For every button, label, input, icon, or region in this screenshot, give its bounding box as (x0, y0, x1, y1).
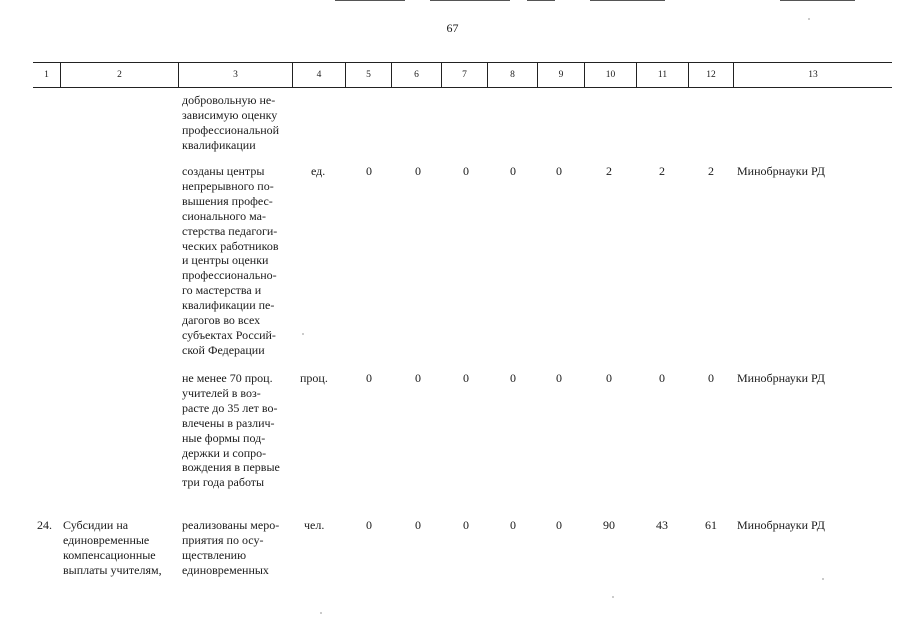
scan-artifact (527, 0, 555, 1)
unit-cell: проц. (300, 371, 328, 385)
value-cell: 90 (603, 518, 615, 532)
col-head-13: 13 (733, 62, 892, 88)
value-cell: 0 (415, 518, 421, 532)
scan-artifact (430, 0, 510, 1)
scan-speck (822, 578, 824, 580)
value-cell: 2 (659, 164, 665, 178)
table-header (33, 62, 892, 88)
value-cell: 0 (415, 164, 421, 178)
responsible-cell: Минобрнауки РД (737, 371, 825, 385)
value-cell: 0 (463, 518, 469, 532)
responsible-cell: Минобрнауки РД (737, 164, 825, 178)
value-cell: 0 (510, 518, 516, 532)
indicator-text: не менее 70 проц. учителей в воз- расте до 35 лет во- влечены в различ- ные формы под- держки и сопро- вождения в первые три года работы (182, 371, 280, 490)
col-head-6: 6 (391, 62, 441, 88)
indicator-text: добровольную не- зависимую оценку профессиональной квалификации (182, 93, 280, 152)
col-head-4: 4 (292, 62, 345, 88)
value-cell: 0 (510, 164, 516, 178)
scan-artifact (590, 0, 665, 1)
value-cell: 0 (556, 371, 562, 385)
value-cell: 2 (708, 164, 714, 178)
indicator-text: реализованы меро- приятия по осу- ществлению единовременных (182, 518, 280, 577)
col-head-12: 12 (688, 62, 733, 88)
value-cell: 0 (366, 518, 372, 532)
value-cell: 0 (606, 371, 612, 385)
value-cell: 0 (415, 371, 421, 385)
item-name: Субсидии на единовременные компенсационные выплаты учителям, (63, 518, 162, 577)
scan-speck (302, 333, 304, 335)
col-head-5: 5 (345, 62, 391, 88)
scan-speck (612, 596, 614, 598)
unit-cell: ед. (311, 164, 326, 178)
value-cell: 0 (556, 518, 562, 532)
col-head-1: 1 (44, 70, 49, 80)
value-cell: 61 (705, 518, 717, 532)
col-head-10: 10 (584, 62, 636, 88)
value-cell: 0 (366, 164, 372, 178)
value-cell: 0 (366, 371, 372, 385)
value-cell: 0 (708, 371, 714, 385)
page-number: 67 (446, 21, 459, 35)
scan-speck (320, 612, 322, 614)
col-head-11: 11 (636, 62, 688, 88)
col-head-9: 9 (537, 62, 584, 88)
col-head-7: 7 (441, 62, 487, 88)
value-cell: 2 (606, 164, 612, 178)
col-head-2: 2 (60, 62, 178, 88)
value-cell: 43 (656, 518, 668, 532)
value-cell: 0 (463, 371, 469, 385)
unit-cell: чел. (304, 518, 325, 532)
value-cell: 0 (659, 371, 665, 385)
value-cell: 0 (463, 164, 469, 178)
col-head-8: 8 (487, 62, 537, 88)
col-head-3: 3 (178, 62, 292, 88)
value-cell: 0 (556, 164, 562, 178)
scan-artifact (335, 0, 405, 1)
scan-artifact (780, 0, 855, 1)
value-cell: 0 (510, 371, 516, 385)
scan-speck (808, 18, 810, 20)
responsible-cell: Минобрнауки РД (737, 518, 825, 532)
indicator-text: созданы центры непрерывного по- вышения профес- сионального ма- стерства педагоги- ческих работников и центры оценки профессионально- го мастерства и квалификации пе- дагогов во всех субъектах Россий- ской Федерации (182, 164, 279, 357)
item-number: 24. (37, 518, 52, 532)
